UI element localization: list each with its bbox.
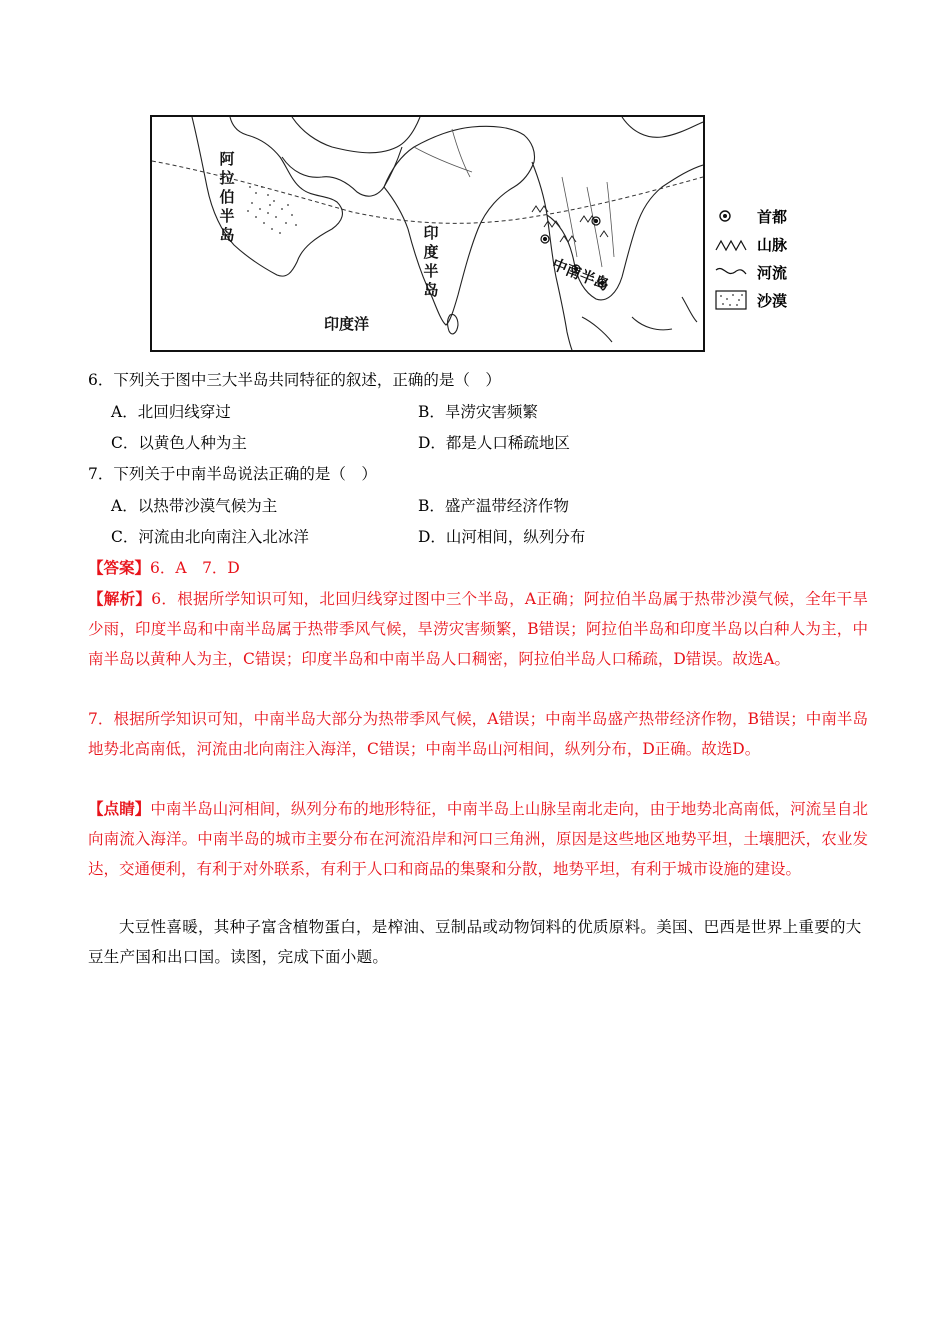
label-char: 度 [423,243,439,261]
question-6-option-d: D．都是人口稀疏地区 [418,434,570,452]
coastline-arabia [192,117,342,276]
legend-mountain [715,232,805,256]
coastline-gulf [282,147,402,196]
question-6-option-a: A．北回归线穿过 [111,403,231,421]
label-char: 伯 [219,188,235,206]
comment-block [88,794,868,884]
coastline-persia [292,117,420,153]
legend-label: 首都 [757,208,788,226]
question-6-option-c: C．以黄色人种为主 [111,434,247,452]
legend-desert [715,288,805,312]
question-6-stem: 6．下列关于图中三大半岛共同特征的叙述，正确的是（ ） [88,371,501,389]
label-char: 拉 [219,169,235,187]
answer-tag: 【答案】 [88,558,151,577]
desert-dots [247,186,297,234]
coastline-islands [582,297,697,342]
answer-text: 6．A 7．D [150,559,240,577]
label-char: 阿 [219,150,235,168]
question-7-option-d: D．山河相间，纵列分布 [418,528,586,546]
legend-label: 河流 [757,264,788,282]
legend-label: 沙漠 [757,292,788,310]
coastline-india [384,126,535,325]
river-icon [715,262,747,282]
legend-label: 山脉 [757,236,788,254]
label-char: 半 [423,262,439,280]
label-char: 印 [423,224,439,242]
analysis-tag: 【解析】 [88,589,152,608]
inland-rivers [414,129,614,267]
capital-icon [715,206,747,226]
next-question-intro: 大豆性喜暖，其种子富含植物蛋白，是榨油、豆制品或动物饲料的优质原料。美国、巴西是世界上重要的大豆生产国和出口国。读图，完成下面小题。 [88,918,862,966]
label-char: 半 [219,207,235,225]
analysis-block [88,584,868,674]
question-7-option-c: C．河流由北向南注入北冰洋 [111,528,309,546]
mountain-icon [715,234,747,254]
question-7-option-a: A．以热带沙漠气候为主 [111,497,278,515]
question-7-stem: 7．下列关于中南半岛说法正确的是（ ） [88,465,377,483]
legend-river [715,260,805,284]
map-legend [715,204,805,314]
answer-block [88,553,868,583]
coastline-east [622,117,703,137]
comment-text: 中南半岛山河相间，纵列分布的地形特征，中南半岛上山脉呈南北走向，由于地势北高南低，河流呈自北向南流入海洋。中南半岛的城市主要分布在河流沿岸和河口三角洲，原因是这些地区地势平坦，土壤肥沃，农业发达，交通便利，有利于对外联系，有利于人口和商品的集聚和分散，地势平坦，有利于城市设施的建设。 [88,800,868,878]
comment-tag: 【点睛】 [88,799,151,818]
coastline-srilanka [448,314,458,333]
label-indian-ocean: 印度洋 [324,315,370,333]
label-char: 岛 [219,226,235,244]
label-arabia [218,150,236,245]
analysis-paragraph-7: 7．根据所学知识可知，中南半岛大部分为热带季风气候，A错误；中南半岛盛产热带经济作物，B错误；中南半岛地势北高南低，河流由北向南注入海洋，C错误；中南半岛山河相间，纵列分布，D正确。故选D。 [88,710,868,758]
question-6-option-b: B．旱涝灾害频繁 [418,403,538,421]
label-india [422,224,440,300]
analysis-paragraph-6: 6．根据所学知识可知，北回归线穿过图中三个半岛，A正确；阿拉伯半岛属于热带沙漠气候，全年干旱少雨，印度半岛和中南半岛属于热带季风气候，旱涝灾害频繁，B错误；阿拉伯半岛和印度半岛以白种人为主，中南半岛以黄种人为主，C错误；印度半岛和中南半岛人口稠密，阿拉伯半岛人口稀疏，D错误。故选A。 [88,590,868,668]
question-7-option-b: B．盛产温带经济作物 [418,497,569,515]
label-indochina: 中南半岛 [549,255,612,295]
desert-icon [715,290,747,310]
legend-capital [715,204,805,228]
label-char: 岛 [423,281,439,299]
